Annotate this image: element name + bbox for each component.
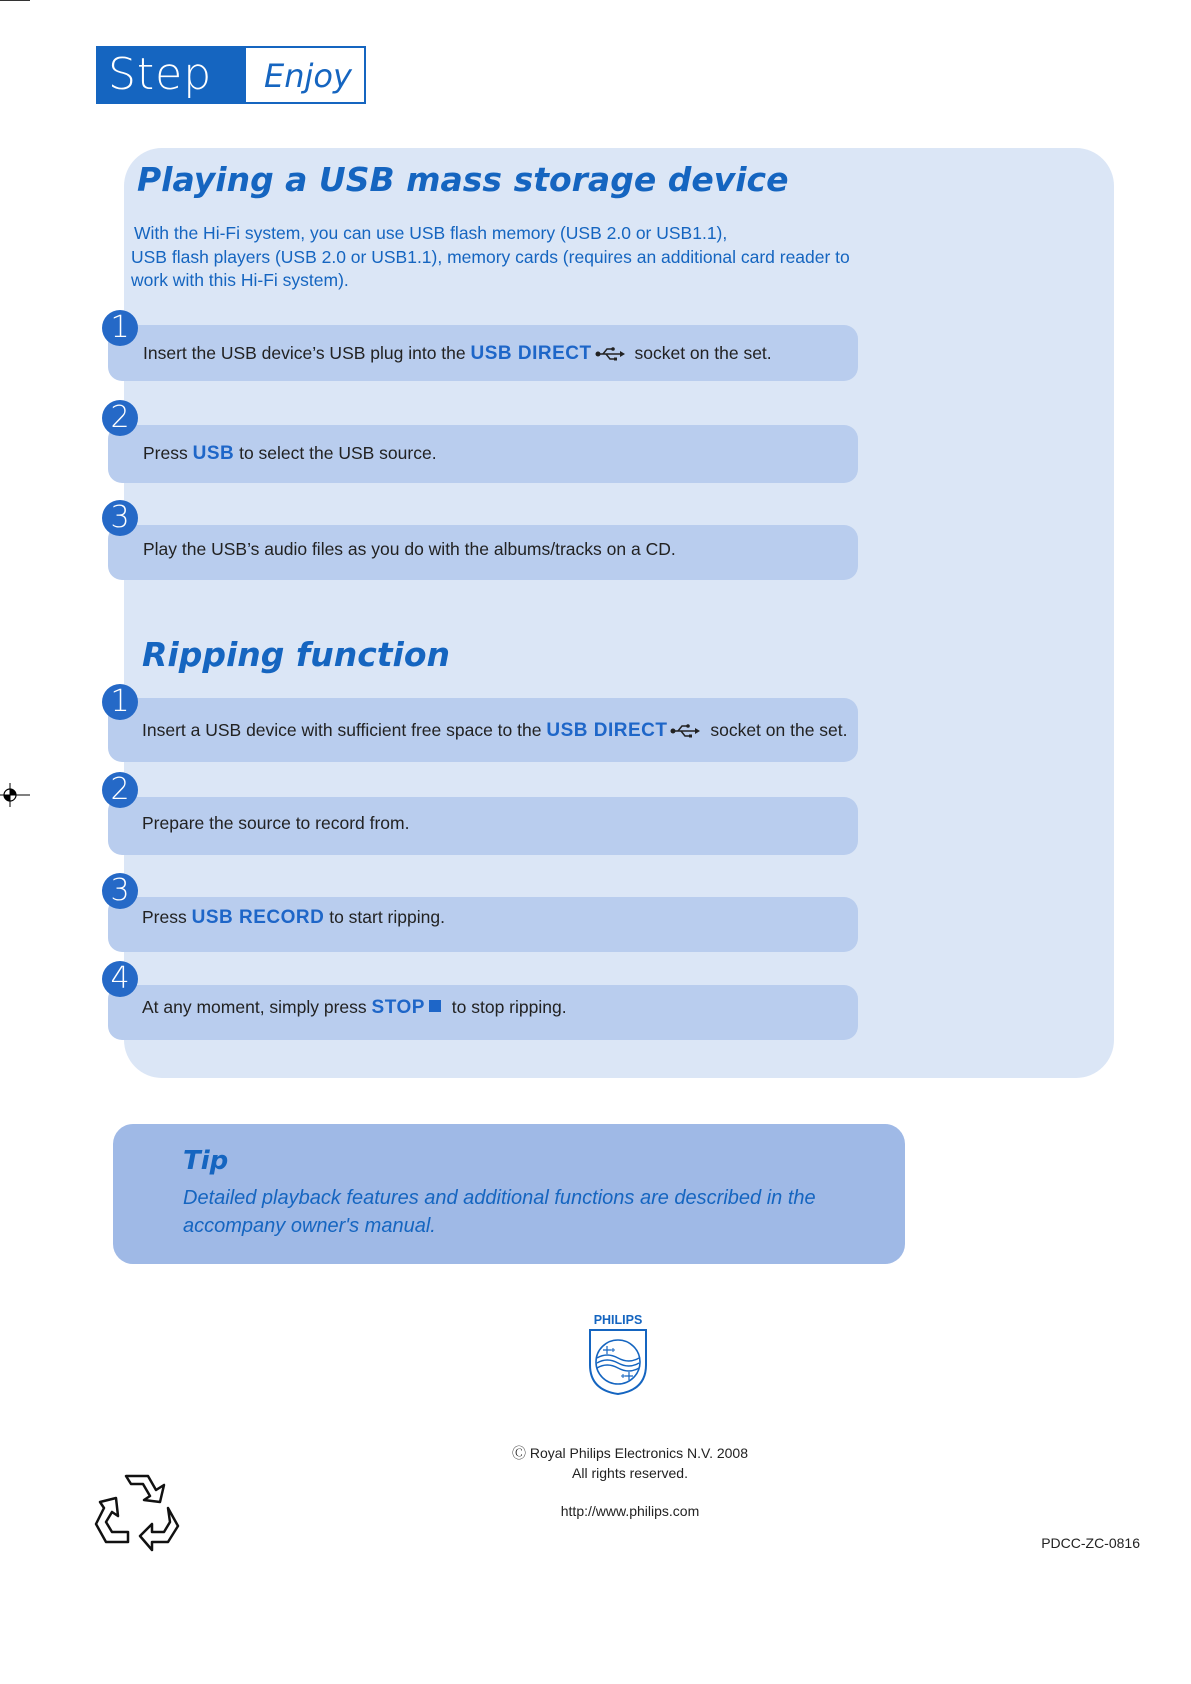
usb-direct-label: USB DIRECT bbox=[470, 343, 592, 364]
step-header bbox=[96, 46, 366, 154]
usb-section-title: Playing a USB mass storage device bbox=[137, 160, 789, 199]
copyright: Ⓒ Royal Philips Electronics N.V. 2008 All rights reserved. bbox=[511, 1445, 749, 1481]
usb-step-2 bbox=[108, 425, 858, 483]
intro-line: work with this Hi-Fi system). bbox=[131, 270, 349, 290]
usb-direct-label: USB DIRECT bbox=[546, 720, 668, 741]
step-number: 1 bbox=[102, 310, 138, 346]
step-label: Step C bbox=[98, 48, 246, 102]
intro-line: USB flash players (USB 2.0 or USB1.1), memory cards (requires an additional card reader to bbox=[131, 246, 850, 267]
step-text: Play the USB’s audio files as you do with the albums/tracks on a CD. bbox=[143, 539, 676, 559]
crop-mark bbox=[0, 0, 30, 1]
usb-step-1 bbox=[108, 325, 858, 381]
step-text: At any moment, simply press STOP to stop ripping. bbox=[142, 997, 567, 1018]
rip-step-1 bbox=[108, 698, 858, 762]
step-text: Insert the USB device’s USB plug into the USB DIRECT socket on the set. bbox=[143, 343, 772, 364]
document-code: PDCC-ZC-0816 bbox=[1041, 1535, 1140, 1551]
philips-logo-icon bbox=[585, 1310, 651, 1396]
rip-step-3 bbox=[108, 897, 858, 952]
usb-record-label: USB RECORD bbox=[191, 907, 325, 928]
step-number: 2 bbox=[102, 772, 138, 808]
step-number: 3 bbox=[102, 500, 138, 536]
usb-label: USB bbox=[192, 443, 235, 464]
rip-step-2 bbox=[108, 797, 858, 855]
step-number: 3 bbox=[102, 873, 138, 909]
step-text: Press USB RECORD to start ripping. bbox=[142, 907, 445, 928]
tip-text: Detailed playback features and additional functions are described in the accompany owner's manual. bbox=[183, 1187, 816, 1237]
step-number: 4 bbox=[102, 961, 138, 997]
ripping-section-title: Ripping function bbox=[142, 635, 451, 674]
usb-icon bbox=[594, 346, 626, 362]
tip-box bbox=[113, 1124, 905, 1264]
step-text: Prepare the source to record from. bbox=[142, 813, 410, 833]
step-text: Insert a USB device with sufficient free space to the USB DIRECT socket on the set. bbox=[142, 720, 848, 741]
registration-mark-icon bbox=[0, 780, 30, 810]
step-text: Press USB to select the USB source. bbox=[143, 443, 437, 464]
usb-step-3 bbox=[108, 525, 858, 580]
website-url: http://www.philips.com bbox=[560, 1503, 700, 1519]
step-number: 2 bbox=[102, 400, 138, 436]
tip-title: Tip bbox=[183, 1146, 229, 1176]
stop-label: STOP bbox=[371, 997, 425, 1018]
recycle-icon bbox=[94, 1470, 180, 1554]
logo-wordmark: PHILIPS bbox=[593, 1313, 643, 1327]
stop-icon bbox=[429, 1000, 441, 1012]
rip-step-4 bbox=[108, 985, 858, 1040]
intro-line: With the Hi-Fi system, you can use USB flash memory (USB 2.0 or USB1.1), bbox=[134, 223, 728, 243]
usb-icon bbox=[669, 723, 701, 739]
usb-intro bbox=[131, 222, 891, 293]
step-number: 1 bbox=[102, 684, 138, 720]
enjoy-label: Enjoy bbox=[246, 48, 364, 102]
